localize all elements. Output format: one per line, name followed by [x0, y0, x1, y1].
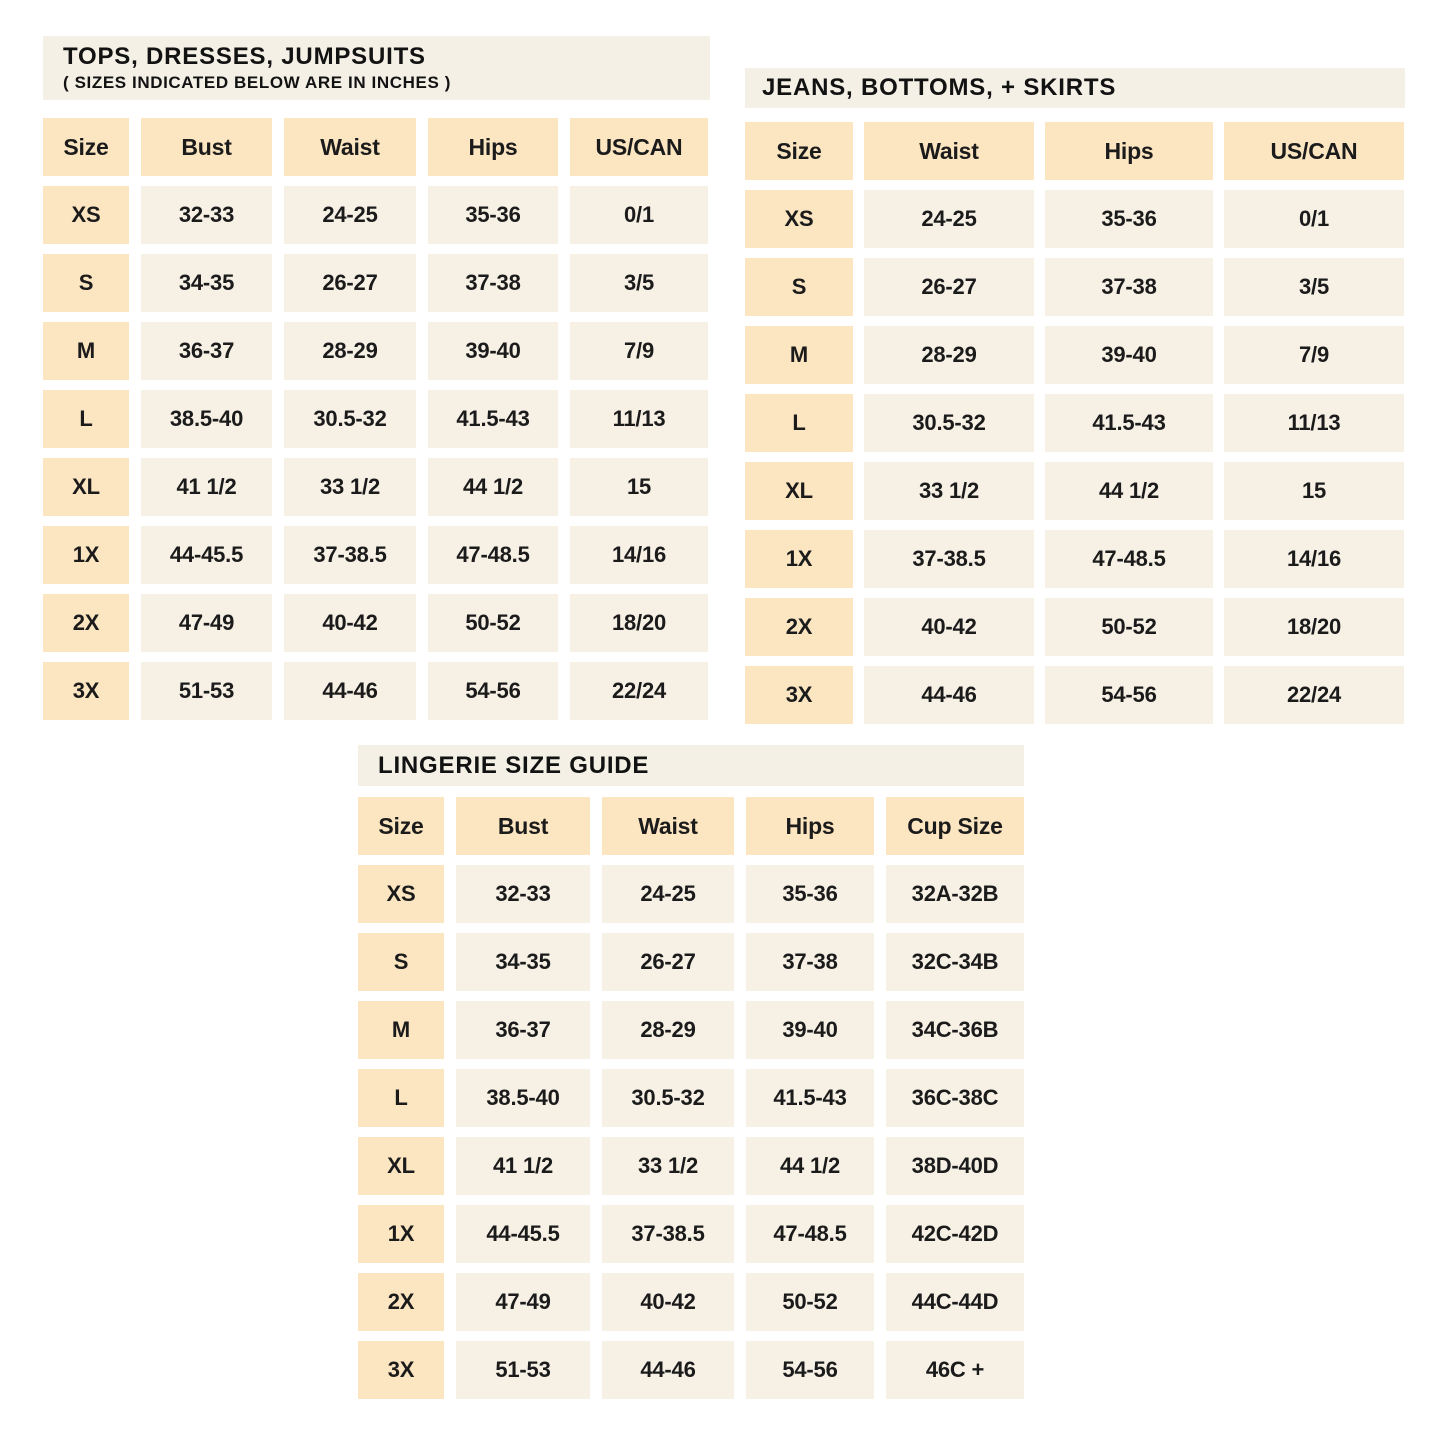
- measurement-value-cell: 39-40: [746, 1001, 874, 1059]
- size-label-cell: S: [358, 933, 444, 991]
- measurement-value-cell: 15: [570, 458, 708, 516]
- column-header-hips: Hips: [746, 797, 874, 855]
- measurement-value-cell: 36-37: [456, 1001, 590, 1059]
- measurement-value-cell: 36-37: [141, 322, 272, 380]
- column-header-size: Size: [43, 118, 129, 176]
- measurement-value-cell: 54-56: [428, 662, 558, 720]
- measurement-value-cell: 36C-38C: [886, 1069, 1024, 1127]
- measurement-value-cell: 35-36: [746, 865, 874, 923]
- measurement-value-cell: 3/5: [570, 254, 708, 312]
- size-label-cell: XL: [745, 462, 853, 520]
- measurement-value-cell: 26-27: [284, 254, 416, 312]
- column-header-us-can: US/CAN: [1224, 122, 1404, 180]
- size-label-cell: 1X: [43, 526, 129, 584]
- tops-banner: [43, 36, 710, 100]
- measurement-value-cell: 38.5-40: [456, 1069, 590, 1127]
- measurement-value-cell: 34C-36B: [886, 1001, 1024, 1059]
- tops-subtitle: ( SIZES INDICATED BELOW ARE IN INCHES ): [63, 73, 451, 93]
- measurement-value-cell: 28-29: [602, 1001, 734, 1059]
- size-label-cell: XS: [358, 865, 444, 923]
- measurement-value-cell: 44-46: [602, 1341, 734, 1399]
- measurement-value-cell: 50-52: [428, 594, 558, 652]
- measurement-value-cell: 47-49: [456, 1273, 590, 1331]
- measurement-value-cell: 44C-44D: [886, 1273, 1024, 1331]
- measurement-value-cell: 18/20: [1224, 598, 1404, 656]
- column-header-hips: Hips: [428, 118, 558, 176]
- column-header-waist: Waist: [284, 118, 416, 176]
- measurement-value-cell: 14/16: [570, 526, 708, 584]
- measurement-value-cell: 47-49: [141, 594, 272, 652]
- measurement-value-cell: 40-42: [864, 598, 1034, 656]
- measurement-value-cell: 18/20: [570, 594, 708, 652]
- size-label-cell: 3X: [43, 662, 129, 720]
- size-label-cell: XL: [358, 1137, 444, 1195]
- measurement-value-cell: 44 1/2: [428, 458, 558, 516]
- tops-grid: [43, 118, 710, 720]
- measurement-value-cell: 32-33: [456, 865, 590, 923]
- size-label-cell: M: [745, 326, 853, 384]
- lingerie-banner: [358, 745, 1024, 786]
- measurement-value-cell: 38D-40D: [886, 1137, 1024, 1195]
- measurement-value-cell: 44 1/2: [1045, 462, 1213, 520]
- measurement-value-cell: 41 1/2: [456, 1137, 590, 1195]
- measurement-value-cell: 44-45.5: [141, 526, 272, 584]
- size-label-cell: 2X: [358, 1273, 444, 1331]
- column-header-bust: Bust: [141, 118, 272, 176]
- measurement-value-cell: 39-40: [1045, 326, 1213, 384]
- measurement-value-cell: 33 1/2: [602, 1137, 734, 1195]
- lingerie-title: LINGERIE SIZE GUIDE: [378, 751, 650, 779]
- measurement-value-cell: 11/13: [570, 390, 708, 448]
- measurement-value-cell: 44-45.5: [456, 1205, 590, 1263]
- measurement-value-cell: 51-53: [141, 662, 272, 720]
- column-header-us-can: US/CAN: [570, 118, 708, 176]
- measurement-value-cell: 3/5: [1224, 258, 1404, 316]
- measurement-value-cell: 30.5-32: [284, 390, 416, 448]
- measurement-value-cell: 40-42: [602, 1273, 734, 1331]
- measurement-value-cell: 15: [1224, 462, 1404, 520]
- measurement-value-cell: 37-38.5: [284, 526, 416, 584]
- measurement-value-cell: 7/9: [570, 322, 708, 380]
- measurement-value-cell: 41.5-43: [746, 1069, 874, 1127]
- measurement-value-cell: 37-38.5: [602, 1205, 734, 1263]
- measurement-value-cell: 47-48.5: [428, 526, 558, 584]
- measurement-value-cell: 35-36: [428, 186, 558, 244]
- measurement-value-cell: 24-25: [864, 190, 1034, 248]
- measurement-value-cell: 41 1/2: [141, 458, 272, 516]
- measurement-value-cell: 33 1/2: [284, 458, 416, 516]
- measurement-value-cell: 50-52: [746, 1273, 874, 1331]
- measurement-value-cell: 7/9: [1224, 326, 1404, 384]
- measurement-value-cell: 11/13: [1224, 394, 1404, 452]
- column-header-bust: Bust: [456, 797, 590, 855]
- measurement-value-cell: 35-36: [1045, 190, 1213, 248]
- size-label-cell: L: [43, 390, 129, 448]
- size-label-cell: 1X: [745, 530, 853, 588]
- measurement-value-cell: 32-33: [141, 186, 272, 244]
- jeans-banner: [745, 68, 1405, 108]
- size-label-cell: 2X: [43, 594, 129, 652]
- size-label-cell: 3X: [358, 1341, 444, 1399]
- size-label-cell: 2X: [745, 598, 853, 656]
- measurement-value-cell: 0/1: [1224, 190, 1404, 248]
- size-label-cell: XL: [43, 458, 129, 516]
- measurement-value-cell: 54-56: [746, 1341, 874, 1399]
- measurement-value-cell: 26-27: [602, 933, 734, 991]
- measurement-value-cell: 30.5-32: [602, 1069, 734, 1127]
- column-header-size: Size: [745, 122, 853, 180]
- measurement-value-cell: 37-38: [428, 254, 558, 312]
- jeans-bottoms-skirts-table: [745, 68, 1405, 724]
- measurement-value-cell: 54-56: [1045, 666, 1213, 724]
- measurement-value-cell: 37-38: [746, 933, 874, 991]
- size-label-cell: S: [43, 254, 129, 312]
- measurement-value-cell: 26-27: [864, 258, 1034, 316]
- size-label-cell: M: [358, 1001, 444, 1059]
- size-label-cell: M: [43, 322, 129, 380]
- measurement-value-cell: 41.5-43: [1045, 394, 1213, 452]
- column-header-size: Size: [358, 797, 444, 855]
- measurement-value-cell: 32A-32B: [886, 865, 1024, 923]
- measurement-value-cell: 47-48.5: [746, 1205, 874, 1263]
- measurement-value-cell: 24-25: [284, 186, 416, 244]
- lingerie-grid: [358, 797, 1024, 1399]
- size-label-cell: 3X: [745, 666, 853, 724]
- measurement-value-cell: 14/16: [1224, 530, 1404, 588]
- tops-title: TOPS, DRESSES, JUMPSUITS: [63, 42, 426, 70]
- measurement-value-cell: 22/24: [570, 662, 708, 720]
- measurement-value-cell: 38.5-40: [141, 390, 272, 448]
- measurement-value-cell: 32C-34B: [886, 933, 1024, 991]
- measurement-value-cell: 44-46: [284, 662, 416, 720]
- measurement-value-cell: 46C +: [886, 1341, 1024, 1399]
- column-header-cup-size: Cup Size: [886, 797, 1024, 855]
- measurement-value-cell: 44-46: [864, 666, 1034, 724]
- measurement-value-cell: 39-40: [428, 322, 558, 380]
- jeans-title: JEANS, BOTTOMS, + SKIRTS: [762, 74, 1117, 102]
- measurement-value-cell: 22/24: [1224, 666, 1404, 724]
- column-header-waist: Waist: [864, 122, 1034, 180]
- measurement-value-cell: 44 1/2: [746, 1137, 874, 1195]
- size-label-cell: S: [745, 258, 853, 316]
- measurement-value-cell: 51-53: [456, 1341, 590, 1399]
- jeans-grid: [745, 122, 1405, 724]
- measurement-value-cell: 47-48.5: [1045, 530, 1213, 588]
- measurement-value-cell: 37-38.5: [864, 530, 1034, 588]
- measurement-value-cell: 40-42: [284, 594, 416, 652]
- measurement-value-cell: 34-35: [141, 254, 272, 312]
- lingerie-size-guide-table: [358, 745, 1024, 1399]
- measurement-value-cell: 41.5-43: [428, 390, 558, 448]
- measurement-value-cell: 42C-42D: [886, 1205, 1024, 1263]
- column-header-hips: Hips: [1045, 122, 1213, 180]
- size-label-cell: 1X: [358, 1205, 444, 1263]
- measurement-value-cell: 28-29: [864, 326, 1034, 384]
- measurement-value-cell: 33 1/2: [864, 462, 1034, 520]
- tops-dresses-jumpsuits-table: [43, 36, 710, 720]
- measurement-value-cell: 28-29: [284, 322, 416, 380]
- measurement-value-cell: 24-25: [602, 865, 734, 923]
- column-header-waist: Waist: [602, 797, 734, 855]
- size-label-cell: L: [358, 1069, 444, 1127]
- size-label-cell: XS: [745, 190, 853, 248]
- size-label-cell: L: [745, 394, 853, 452]
- size-label-cell: XS: [43, 186, 129, 244]
- measurement-value-cell: 50-52: [1045, 598, 1213, 656]
- measurement-value-cell: 0/1: [570, 186, 708, 244]
- measurement-value-cell: 37-38: [1045, 258, 1213, 316]
- measurement-value-cell: 34-35: [456, 933, 590, 991]
- measurement-value-cell: 30.5-32: [864, 394, 1034, 452]
